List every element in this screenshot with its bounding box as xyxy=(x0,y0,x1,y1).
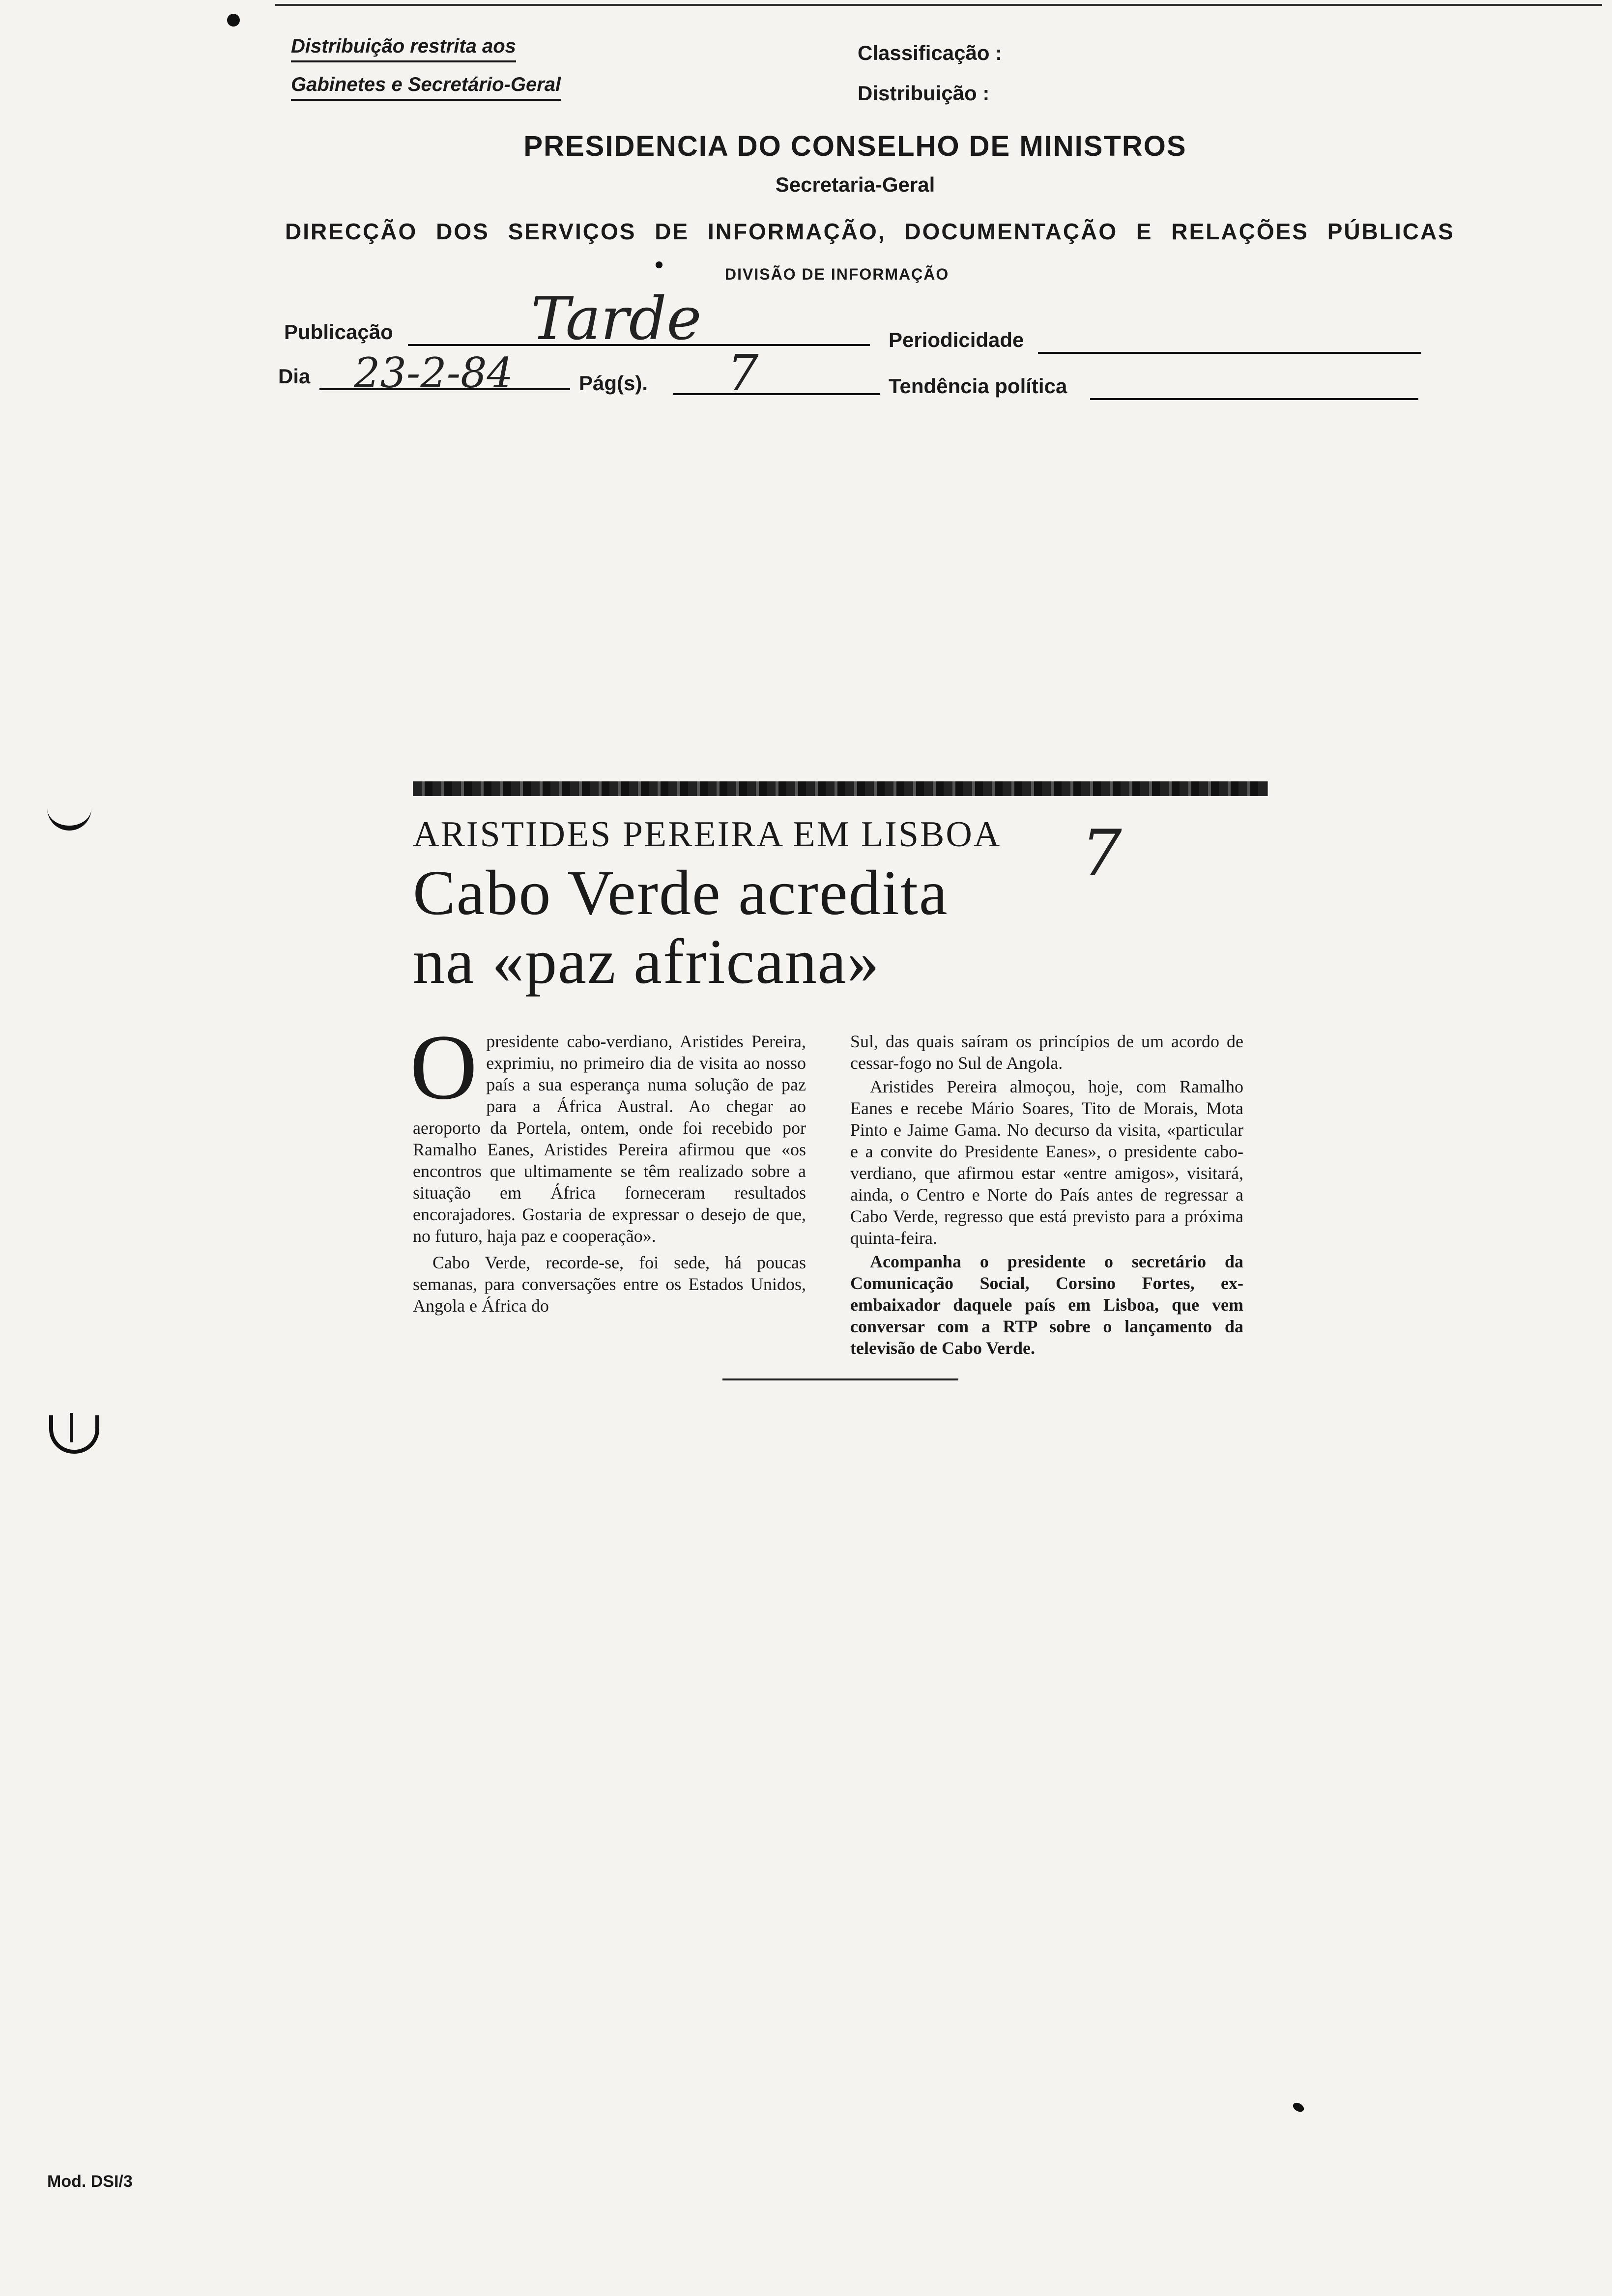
document-title: PRESIDENCIA DO CONSELHO DE MINISTROS xyxy=(523,130,1187,162)
classification-label: Classificação : xyxy=(858,41,1003,64)
form-model-code: Mod. DSI/3 xyxy=(47,2172,133,2191)
dot xyxy=(656,261,662,268)
document-subtitle: Secretaria-Geral xyxy=(775,173,935,196)
day-label: Dia xyxy=(278,365,311,388)
directorate-name: DIRECÇÃO DOS SERVIÇOS DE INFORMAÇÃO, DOCUMENTAÇÃO E RELAÇÕES PÚBLICAS xyxy=(285,219,1455,244)
political-tendency-line xyxy=(1090,398,1418,400)
paragraph: Cabo Verde, recorde-se, foi sede, há poucas semanas, para conversações entre os Estados Unidos, Angola e África do xyxy=(413,1253,806,1316)
paragraph: Sul, das quais saíram os princípios de um acordo de cessar-fogo no Sul de Angola. xyxy=(850,1032,1243,1073)
publication-handwritten: Tarde xyxy=(531,285,702,353)
distribution-label: Distribuição : xyxy=(858,82,990,105)
article-headline-line1: Cabo Verde acredita xyxy=(413,858,949,928)
article-body xyxy=(410,1016,1268,1359)
article-end-rule xyxy=(722,1378,958,1380)
punch-dot xyxy=(227,14,240,27)
periodicity-label: Periodicidade xyxy=(889,328,1024,351)
paragraph: presidente cabo-verdiano, Aristides Pereira, exprimiu, no primeiro dia de visita ao nosso país a sua esperança numa solução de paz para a África Austral. Ao chegar ao aeroporto da Portela, ontem, onde foi recebido por Ramalho Eanes, Aristides Pereira afirmou que «os encontros que ultimamente se têm realizado sobre a situação em África forneceram resultados encorajadores. Gostaria de expressar o desejo de que, no futuro, haja paz e cooperação». xyxy=(413,1032,806,1246)
ink-mark xyxy=(1292,2101,1306,2114)
punch-hole-mark xyxy=(47,796,91,831)
handwritten-annotation: 7 xyxy=(1081,816,1122,890)
day-handwritten: 23-2-84 xyxy=(354,349,513,397)
drop-cap: O xyxy=(410,1016,478,1119)
distribution-restriction-line1: Distribuição restrita aos xyxy=(291,35,516,62)
pages-line xyxy=(673,393,880,395)
newspaper-clipping xyxy=(410,781,1268,1380)
article-headline-line2: na «paz africana» xyxy=(413,926,880,997)
article-kicker: ARISTIDES PEREIRA EM LISBOA xyxy=(413,814,1002,855)
punch-hole-mark xyxy=(49,1415,99,1454)
publication-label: Publicação xyxy=(284,320,393,344)
article-column-2 xyxy=(850,1031,1243,1359)
pages-label: Pág(s). xyxy=(579,372,648,395)
distribution-restriction-line2: Gabinetes e Secretário-Geral xyxy=(291,74,561,101)
clipping-top-rule xyxy=(413,781,1268,796)
top-border xyxy=(275,4,1602,6)
article-column-1 xyxy=(410,1016,806,1359)
political-tendency-label: Tendência política xyxy=(889,374,1067,398)
paragraph: Aristides Pereira almoçou, hoje, com Ramalho Eanes e recebe Mário Soares, Tito de Morais, Mota Pinto e Jaime Gama. No decurso da visita, «particular e a convite do Presidente Eanes», o presidente cabo-verdiano, que afirmou estar «entre amigos», visitará, ainda, o Centro e Norte do País antes de regressar a Cabo Verde, regresso que está previsto para a próxima quinta-feira. xyxy=(850,1077,1243,1248)
division-name: DIVISÃO DE INFORMAÇÃO xyxy=(725,265,950,283)
pages-handwritten: 7 xyxy=(727,344,759,402)
periodicity-line xyxy=(1038,352,1421,354)
paragraph: Acompanha o presidente o secretário da Comunicação Social, Corsino Fortes, ex-embaixador daquele país em Lisboa, que vem conversar com a RTP sobre o lançamento da televisão de Cabo Verde. xyxy=(850,1252,1243,1358)
punch-hole-stem xyxy=(70,1413,73,1442)
